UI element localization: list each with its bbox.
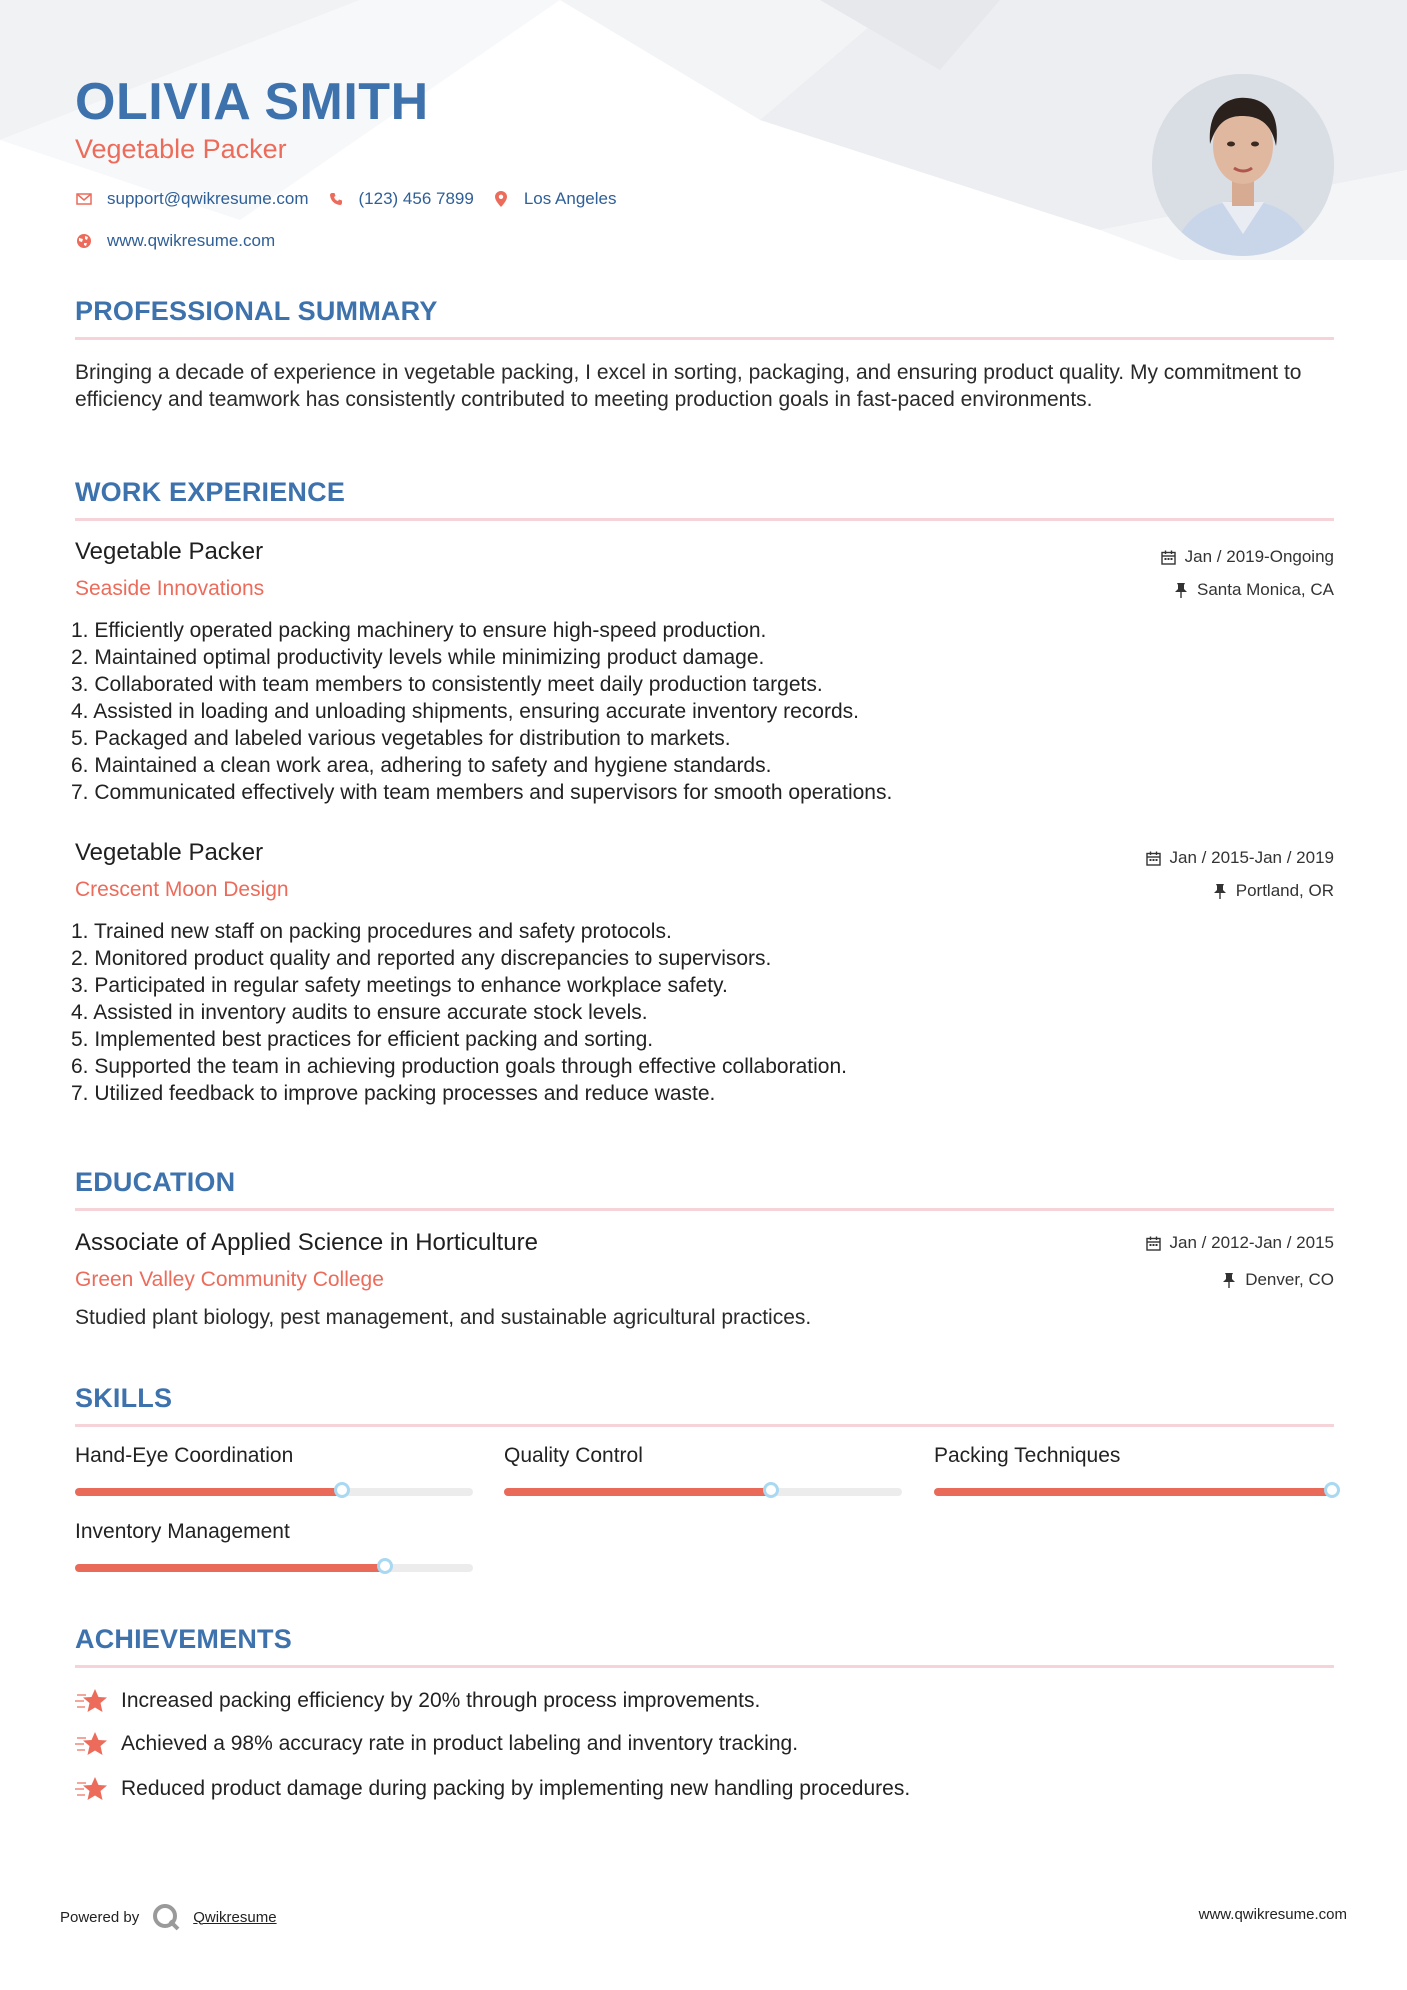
list-item: 7. Utilized feedback to improve packing processes and reduce waste. <box>71 1082 716 1105</box>
pushpin-icon <box>1173 582 1189 598</box>
list-item: 6. Supported the team in achieving production goals through effective collaboration. <box>71 1055 847 1078</box>
list-item: 7. Communicated effectively with team members and supervisors for smooth operations. <box>71 781 893 804</box>
skill-bar-knob <box>763 1482 779 1498</box>
website-link[interactable]: www.qwikresume.com <box>107 231 276 250</box>
job-2-dates-text: Jan / 2015-Jan / 2019 <box>1169 848 1334 867</box>
skills-heading: SKILLS <box>75 1383 173 1413</box>
education-description: Studied plant biology, pest management, and sustainable agricultural practices. <box>75 1306 812 1329</box>
job-2-bullets <box>71 918 1301 1107</box>
footer-website-link[interactable]: www.qwikresume.com <box>1198 1906 1347 1923</box>
achievement-text: Reduced product damage during packing by implementing new handling procedures. <box>121 1777 911 1800</box>
list-item: 3. Collaborated with team members to consistently meet daily production targets. <box>71 673 823 696</box>
skill-bar-track <box>934 1488 1332 1496</box>
candidate-title: Vegetable Packer <box>75 134 287 164</box>
skills-divider <box>75 1424 1334 1427</box>
education-heading: EDUCATION <box>75 1167 236 1197</box>
map-pin-icon <box>492 190 510 208</box>
list-item: 4. Assisted in loading and unloading shipments, ensuring accurate inventory records. <box>71 700 859 723</box>
star-icon <box>75 1687 107 1715</box>
calendar-icon <box>1146 850 1162 866</box>
skill-quality-control <box>504 1444 902 1468</box>
achievement-item <box>75 1775 910 1803</box>
star-icon <box>75 1730 107 1758</box>
work-heading: WORK EXPERIENCE <box>75 477 346 507</box>
summary-text: Bringing a decade of experience in vegetable packing, I excel in sorting, packaging, and ensuring product quality. My commitment to efficiency and teamwork has consistently contributed to meeting production goals in fast-paced environments. <box>75 361 1302 411</box>
list-item: 5. Implemented best practices for efficient packing and sorting. <box>71 1028 654 1051</box>
achievement-item <box>75 1730 798 1758</box>
skill-bar-fill <box>504 1488 771 1496</box>
pushpin-icon <box>1212 883 1228 899</box>
skill-hand-eye-coordination <box>75 1444 473 1468</box>
job-1-location-text: Santa Monica, CA <box>1196 580 1334 599</box>
job-1-dates <box>1161 547 1334 567</box>
achievement-text: Increased packing efficiency by 20% through process improvements. <box>121 1689 761 1712</box>
skill-bar-track <box>75 1564 473 1572</box>
education-location-text: Denver, CO <box>1245 1270 1334 1289</box>
globe-icon <box>75 232 93 250</box>
list-item: 3. Participated in regular safety meetings to enhance workplace safety. <box>71 974 728 997</box>
skill-bar-track <box>75 1488 473 1496</box>
job-2-company: Crescent Moon Design <box>75 878 289 901</box>
degree-title: Associate of Applied Science in Horticulture <box>75 1229 538 1256</box>
list-item: 6. Maintained a clean work area, adhering to safety and hygiene standards. <box>71 754 772 777</box>
pushpin-icon <box>1221 1272 1237 1288</box>
achievements-heading: ACHIEVEMENTS <box>75 1624 292 1654</box>
achievements-divider <box>75 1665 1334 1668</box>
list-item: 2. Maintained optimal productivity levels while minimizing product damage. <box>71 646 765 669</box>
education-location <box>1221 1270 1334 1290</box>
skill-bar-fill <box>934 1488 1332 1496</box>
job-1-bullets <box>71 617 1301 806</box>
website-row <box>75 231 293 251</box>
skill-bar-fill <box>75 1564 385 1572</box>
list-item: 5. Packaged and labeled various vegetables for distribution to markets. <box>71 727 731 750</box>
list-item: 1. Efficiently operated packing machinery to ensure high-speed production. <box>71 619 767 642</box>
achievement-text: Achieved a 98% accuracy rate in product labeling and inventory tracking. <box>121 1732 799 1755</box>
education-divider <box>75 1208 1334 1211</box>
skill-label: Hand-Eye Coordination <box>75 1444 294 1467</box>
location-text: Los Angeles <box>523 189 617 208</box>
star-icon <box>75 1775 107 1803</box>
education-dates-text: Jan / 2012-Jan / 2015 <box>1169 1233 1334 1252</box>
skill-inventory-management <box>75 1520 473 1544</box>
school-name: Green Valley Community College <box>75 1268 384 1291</box>
list-item: 4. Assisted in inventory audits to ensure accurate stock levels. <box>71 1001 648 1024</box>
profile-photo <box>1152 74 1334 256</box>
job-2-title: Vegetable Packer <box>75 839 264 866</box>
job-1-company: Seaside Innovations <box>75 577 265 600</box>
contact-row <box>75 189 634 209</box>
skill-bar-knob <box>377 1558 393 1574</box>
phone-icon <box>327 190 345 208</box>
skill-bar-fill <box>75 1488 342 1496</box>
list-item: 1. Trained new staff on packing procedures and safety protocols. <box>71 920 672 943</box>
qwikresume-link[interactable]: Qwikresume <box>193 1908 277 1926</box>
calendar-icon <box>1146 1235 1162 1251</box>
qwikresume-logo-icon <box>151 1902 181 1932</box>
powered-by-label: Powered by <box>60 1908 140 1926</box>
education-dates <box>1146 1233 1334 1253</box>
job-2-dates <box>1146 848 1334 868</box>
envelope-icon <box>75 190 93 208</box>
job-1-location <box>1173 580 1334 600</box>
skill-bar-knob <box>334 1482 350 1498</box>
summary-heading: PROFESSIONAL SUMMARY <box>75 296 438 326</box>
phone-number[interactable]: (123) 456 7899 <box>358 189 474 208</box>
work-divider <box>75 518 1334 521</box>
achievement-item <box>75 1687 760 1715</box>
candidate-name: OLIVIA SMITH <box>75 73 429 131</box>
footer-powered-by <box>60 1902 277 1932</box>
job-1-title: Vegetable Packer <box>75 538 264 565</box>
skill-label: Packing Techniques <box>934 1444 1121 1467</box>
summary-divider <box>75 337 1334 340</box>
job-1-dates-text: Jan / 2019-Ongoing <box>1184 547 1334 566</box>
calendar-icon <box>1161 549 1177 565</box>
job-2-location-text: Portland, OR <box>1235 881 1334 900</box>
job-2-location <box>1212 881 1334 901</box>
skill-packing-techniques <box>934 1444 1332 1468</box>
skill-label: Quality Control <box>504 1444 643 1467</box>
list-item: 2. Monitored product quality and reported any discrepancies to supervisors. <box>71 947 772 970</box>
skill-label: Inventory Management <box>75 1520 290 1543</box>
skill-bar-track <box>504 1488 902 1496</box>
skill-bar-knob <box>1324 1482 1340 1498</box>
email-link[interactable]: support@qwikresume.com <box>107 189 309 208</box>
